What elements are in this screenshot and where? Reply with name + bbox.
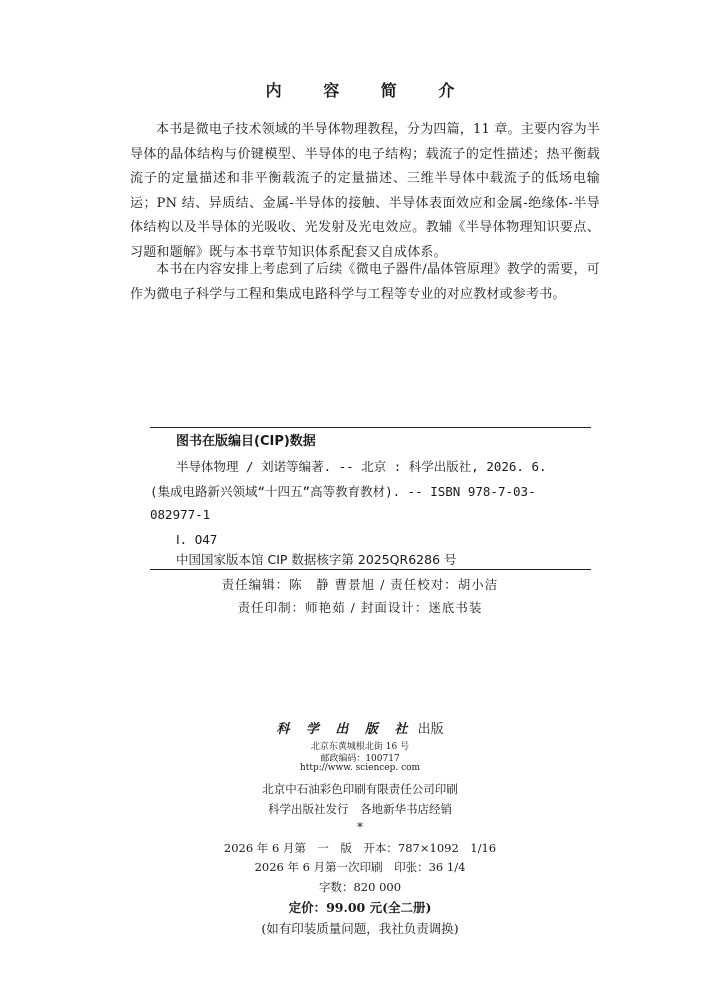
price-line: 定价：99.00 元(全二册) [288,900,432,915]
word-count: 字数：820 000 [318,880,402,894]
cip-line-2: (集成电路新兴领域“十四五”高等教育教材). -- ISBN 978-7-03- [150,484,536,499]
distribution-line: 科学出版社发行 各地新华书店经销 [268,802,452,816]
publisher-name [0,718,720,737]
cip-bottom-rule [150,569,591,570]
publisher-postcode: 邮政编码：100717 [320,754,400,764]
publisher-website: http://www. sciencep. com [299,763,421,773]
publisher-logo-text: 科 学 出 版 社 [276,722,414,737]
page-title: 内 容 简 介 [265,81,473,100]
cip-line-3: 082977-1 [150,507,211,522]
publisher-address: 北京东黄城根北街 16 号 [310,742,410,752]
cip-top-rule [150,427,591,428]
separator-asterisk: * [357,820,363,834]
cip-line-4: Ⅰ. O47 [176,532,218,547]
cip-line-1: 半导体物理 / 刘诺等编著. -- 北京 : 科学出版社, 2026. 6. [176,459,547,474]
printing-line: 2026 年 6 月第一次印刷 印张：36 1/4 [254,860,466,874]
intro-paragraph-2-text: 本书在内容安排上考虑到了后续《微电子器件/晶体管原理》教学的需要，可作为微电子科学与工程和集成电路科学与工程等专业的对应教材或参考书。 [130,262,600,302]
cip-heading: 图书在版编目(CIP)数据 [176,434,316,449]
credits-editors: 责任编辑：陈 静 曹景旭 / 责任校对：胡小洁 [221,577,499,592]
printer-line: 北京中石油彩色印刷有限责任公司印刷 [262,782,458,796]
publisher-name-suffix: 出版 [417,722,444,737]
intro-paragraph-2 [130,258,600,307]
quality-note: (如有印装质量问题，我社负责调换) [261,921,459,936]
intro-paragraph-1 [130,118,600,265]
cip-line-5: 中国国家版本馆 CIP 数据核字第 2025QR6286 号 [176,552,457,567]
intro-paragraph-1-text: 本书是微电子技术领域的半导体物理教程，分为四篇，11 章。主要内容为半导体的晶体结构与价键模型、半导体的电子结构；载流子的定性描述；热平衡载流子的定量描述和非平衡载流子的定量描述、三维半导体中载流子的低场电输运；PN 结、异质结、金属-半导体的接触、半导体表面效应和金属-绝缘体-半导体结构以及半导体的光吸收、光发射及光电效应。教辅《半导体物理知识要点、习题和题解》既与本书章节知识体系配套又自成体系。 [130,122,600,260]
credits-production: 责任印制：师艳茹 / 封面设计：迷底书装 [237,600,483,615]
edition-line: 2026 年 6 月第 一 版 开本：787×1092 1/16 [223,841,497,855]
